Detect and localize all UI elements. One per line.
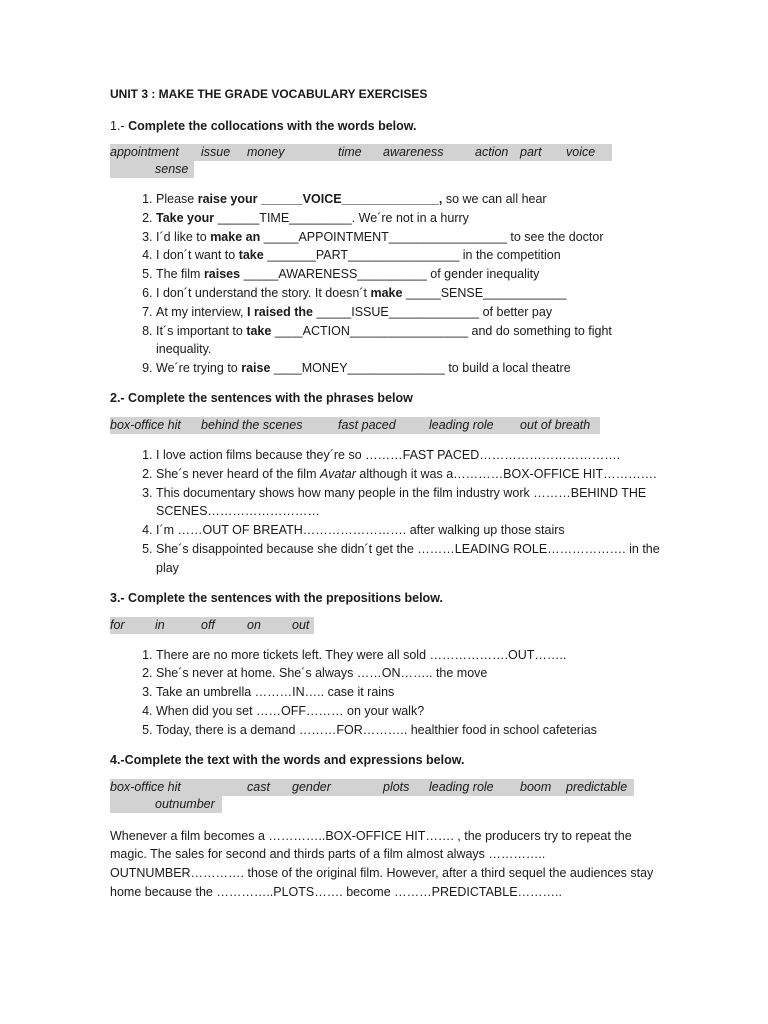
list-item: 1. Please raise your ______VOICE______________, so we can all hear (156, 190, 670, 209)
section-4-text: Whenever a film becomes a …………..BOX-OFFICE HIT……. , the producers try to repeat the magic. The sales for second and thirds parts of a film almost always ………….. OUTNUMBER…………. those of the original film. However, after a third sequel the audiences stay home because the …………..PLOTS……. become ………PREDICTABLE……….. (110, 828, 654, 899)
section-1-heading (110, 117, 670, 135)
word-bank-item: action (475, 145, 509, 159)
section-1-instruction: Complete the collocations with the words below. (128, 119, 417, 133)
list-item: 5. She´s disappointed because she didn´t get the ………LEADING ROLE………………. in the play (156, 540, 670, 578)
section-4-heading: 4.-Complete the text with the words and expressions below. (110, 752, 465, 767)
word-bank-item: box-office hit (110, 417, 181, 432)
section-2-heading: 2.- Complete the sentences with the phrases below (110, 390, 413, 405)
word-bank-item: fast paced (338, 417, 396, 432)
word-bank-item: appointment (110, 145, 179, 159)
list-item: 2. She´s never heard of the film Avatar although it was a…………BOX-OFFICE HIT…………. (156, 465, 670, 484)
section-1-word-bank (110, 144, 670, 178)
section-2-list (110, 446, 670, 578)
word-bank-item: plots (383, 779, 410, 794)
word-bank-item: money (247, 145, 285, 159)
word-bank-item: outnumber (155, 796, 215, 811)
list-item: 8. It´s important to take ____ACTION_________________ and do something to fight inequality. (156, 322, 670, 360)
list-item: 3. I´d like to make an _____APPOINTMENT_________________ to see the doctor (156, 228, 670, 247)
list-item: 2. Take your ______TIME_________. We´re not in a hurry (156, 209, 670, 228)
word-bank-item: voice (566, 145, 596, 159)
list-item: 4. I don´t want to take _______PART________________ in the competition (156, 246, 670, 265)
word-bank-item: behind the scenes (201, 417, 303, 432)
list-item: 6. I don´t understand the story. It doesn´t make _____SENSE____________ (156, 284, 670, 303)
word-bank-item: gender (292, 779, 331, 794)
page-title: UNIT 3 : MAKE THE GRADE VOCABULARY EXERCISES (110, 87, 428, 101)
list-item: 1. I love action films because they´re so ………FAST PACED……………………………. (156, 446, 670, 465)
list-item: 5. The film raises _____AWARENESS__________ of gender inequality (156, 265, 670, 284)
word-bank-item: issue (201, 145, 231, 159)
word-bank-item: time (338, 145, 362, 159)
list-item: 4. I´m ……OUT OF BREATH……………………. after walking up those stairs (156, 521, 670, 540)
word-bank-item: part (520, 145, 542, 159)
section-4-word-bank (110, 779, 670, 813)
list-item: 7. At my interview, I raised the _____ISSUE_____________ of better pay (156, 303, 670, 322)
word-bank-item: out of breath (520, 417, 591, 432)
word-bank-item: for (110, 617, 125, 632)
word-bank-item: box-office hit (110, 779, 181, 794)
list-item: 3. This documentary shows how many people in the film industry work ………BEHIND THE SCENES……………………… (156, 484, 670, 522)
section-1-number: 1.- (110, 119, 129, 133)
section-2-word-bank (110, 417, 670, 434)
word-bank-item: in (155, 617, 165, 632)
worksheet-page (110, 86, 670, 902)
section-3-heading: 3.- Complete the sentences with the prepositions below. (110, 590, 443, 605)
word-bank-item: cast (247, 779, 270, 794)
list-item: 2. She´s never at home. She´s always ……ON…….. the move (156, 664, 670, 683)
word-bank-item: sense (155, 162, 189, 176)
section-3-word-bank (110, 617, 670, 634)
word-bank-item: leading role (429, 417, 494, 432)
word-bank-item: on (247, 617, 261, 632)
list-item: 3. Take an umbrella ………IN….. case it rains (156, 683, 670, 702)
list-item: 9. We´re trying to raise ____MONEY______________ to build a local theatre (156, 359, 670, 378)
word-bank-item: leading role (429, 779, 494, 794)
word-bank-item: out (292, 617, 310, 632)
list-item: 1. There are no more tickets left. They were all sold ……………….OUT…….. (156, 646, 670, 665)
section-3-list (110, 646, 670, 740)
word-bank-item: awareness (383, 145, 444, 159)
word-bank-item: predictable (566, 779, 628, 794)
word-bank-item: off (201, 617, 215, 632)
list-item: 5. Today, there is a demand ………FOR……….. healthier food in school cafeterias (156, 721, 670, 740)
word-bank-item: boom (520, 779, 552, 794)
section-1-list (110, 190, 670, 378)
list-item: 4. When did you set ……OFF……… on your walk? (156, 702, 670, 721)
